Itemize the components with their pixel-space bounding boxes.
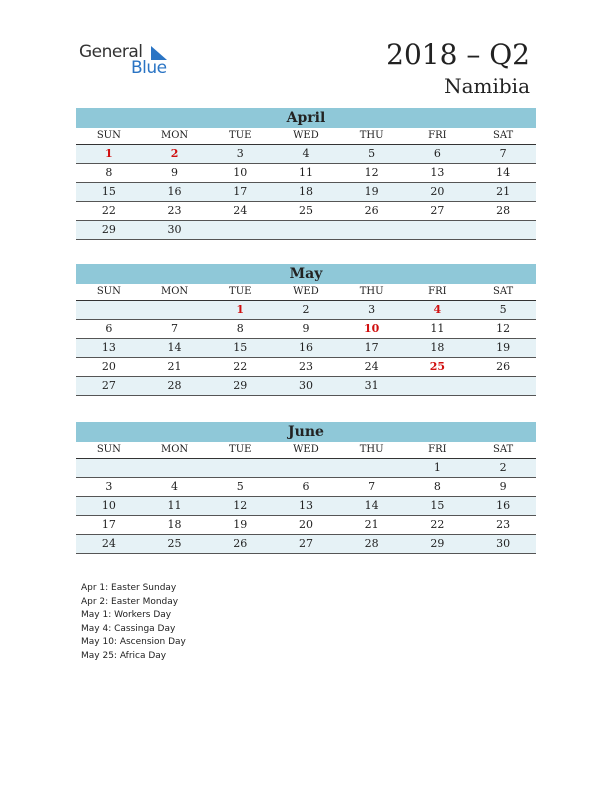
month-header: June (76, 422, 536, 442)
day-cell: 29 (405, 535, 471, 554)
day-cell: 12 (207, 497, 273, 516)
day-cell (76, 459, 142, 478)
week-row (76, 358, 536, 377)
day-cell: 17 (339, 339, 405, 358)
day-cell (207, 221, 273, 240)
day-cell: 5 (207, 478, 273, 497)
day-cell: 5 (339, 145, 405, 164)
day-cell: 2 (273, 301, 339, 320)
day-cell: 9 (470, 478, 536, 497)
month-header: April (76, 108, 536, 128)
holiday-note: May 25: Africa Day (81, 650, 167, 661)
day-cell: 26 (470, 358, 536, 377)
day-cell (405, 221, 471, 240)
day-cell: 4 (142, 478, 208, 497)
week-row (76, 377, 536, 396)
day-cell: 19 (207, 516, 273, 535)
weekday-header: WED (273, 128, 339, 145)
day-cell: 16 (470, 497, 536, 516)
brand-logo (79, 40, 179, 80)
day-cell: 5 (470, 301, 536, 320)
day-cell: 10 (76, 497, 142, 516)
brand-blue: Blue (131, 58, 167, 78)
holiday-note: Apr 1: Easter Sunday (81, 583, 177, 593)
week-row (76, 183, 536, 202)
day-cell: 25 (273, 202, 339, 221)
day-cell (470, 377, 536, 396)
day-cell: 30 (142, 221, 208, 240)
day-cell: 3 (76, 478, 142, 497)
day-cell: 6 (76, 320, 142, 339)
week-row (76, 478, 536, 497)
day-cell: 10 (207, 164, 273, 183)
day-cell: 8 (207, 320, 273, 339)
day-cell: 14 (142, 339, 208, 358)
day-cell: 18 (405, 339, 471, 358)
day-cell: 12 (470, 320, 536, 339)
day-cell (470, 221, 536, 240)
day-cell (405, 377, 471, 396)
weekday-header: MON (142, 442, 208, 459)
day-cell: 15 (405, 497, 471, 516)
day-cell: 23 (142, 202, 208, 221)
weekday-header: SAT (470, 128, 536, 145)
day-cell (142, 301, 208, 320)
day-cell: 7 (470, 145, 536, 164)
weekday-header: FRI (405, 442, 471, 459)
weekday-header: SUN (76, 284, 142, 301)
day-cell: 4 (273, 145, 339, 164)
weekday-header: SAT (470, 442, 536, 459)
weekday-header: SAT (470, 284, 536, 301)
weekday-header: WED (273, 284, 339, 301)
day-cell (339, 459, 405, 478)
day-cell: 20 (273, 516, 339, 535)
day-cell: 27 (76, 377, 142, 396)
weekday-header: THU (339, 442, 405, 459)
day-cell: 4 (405, 301, 471, 320)
day-cell (76, 301, 142, 320)
day-cell (273, 459, 339, 478)
weekday-header: FRI (405, 128, 471, 145)
day-cell: 9 (273, 320, 339, 339)
month-grid (76, 284, 536, 396)
day-cell: 13 (405, 164, 471, 183)
day-cell: 26 (339, 202, 405, 221)
day-cell: 6 (273, 478, 339, 497)
day-cell: 22 (405, 516, 471, 535)
day-cell: 8 (405, 478, 471, 497)
week-row (76, 516, 536, 535)
day-cell: 25 (405, 358, 471, 377)
day-cell: 18 (273, 183, 339, 202)
brand-general: General (79, 42, 143, 62)
weekday-header: TUE (207, 284, 273, 301)
holiday-note: May 1: Workers Day (81, 610, 172, 620)
day-cell: 20 (76, 358, 142, 377)
week-row (76, 339, 536, 358)
weekday-header: FRI (405, 284, 471, 301)
day-cell: 29 (207, 377, 273, 396)
weekday-header: MON (142, 128, 208, 145)
day-cell: 17 (76, 516, 142, 535)
week-row (76, 202, 536, 221)
day-cell: 6 (405, 145, 471, 164)
day-cell: 23 (470, 516, 536, 535)
day-cell: 22 (76, 202, 142, 221)
weekday-header: TUE (207, 128, 273, 145)
day-cell: 20 (405, 183, 471, 202)
holiday-note: May 10: Ascension Day (81, 637, 186, 647)
weekday-header: SUN (76, 128, 142, 145)
month-grid (76, 442, 536, 554)
day-cell: 16 (142, 183, 208, 202)
day-cell: 28 (339, 535, 405, 554)
day-cell: 10 (339, 320, 405, 339)
day-cell: 18 (142, 516, 208, 535)
day-cell: 1 (207, 301, 273, 320)
day-cell: 21 (339, 516, 405, 535)
day-cell: 11 (273, 164, 339, 183)
day-cell: 11 (142, 497, 208, 516)
day-cell: 7 (339, 478, 405, 497)
day-cell: 25 (142, 535, 208, 554)
day-cell (339, 221, 405, 240)
country-name: Namibia (444, 74, 530, 98)
day-cell: 15 (76, 183, 142, 202)
day-cell: 31 (339, 377, 405, 396)
week-row (76, 459, 536, 478)
day-cell: 3 (207, 145, 273, 164)
weekday-header: WED (273, 442, 339, 459)
day-cell: 22 (207, 358, 273, 377)
month-june (76, 422, 536, 554)
week-row (76, 164, 536, 183)
week-row (76, 535, 536, 554)
day-cell: 28 (470, 202, 536, 221)
day-cell: 14 (470, 164, 536, 183)
day-cell: 21 (470, 183, 536, 202)
day-cell: 13 (76, 339, 142, 358)
day-cell: 30 (470, 535, 536, 554)
holiday-note: May 4: Cassinga Day (81, 623, 176, 634)
day-cell: 7 (142, 320, 208, 339)
day-cell: 16 (273, 339, 339, 358)
day-cell: 1 (405, 459, 471, 478)
day-cell: 13 (273, 497, 339, 516)
month-may (76, 264, 536, 396)
day-cell: 14 (339, 497, 405, 516)
day-cell: 15 (207, 339, 273, 358)
day-cell: 19 (339, 183, 405, 202)
day-cell: 28 (142, 377, 208, 396)
day-cell (273, 221, 339, 240)
page-title: 2018 – Q2 (386, 38, 530, 71)
weekday-header: TUE (207, 442, 273, 459)
day-cell: 23 (273, 358, 339, 377)
month-grid (76, 128, 536, 240)
day-cell: 2 (470, 459, 536, 478)
day-cell: 24 (339, 358, 405, 377)
day-cell: 2 (142, 145, 208, 164)
holiday-note: Apr 2: Easter Monday (81, 596, 179, 607)
day-cell: 3 (339, 301, 405, 320)
day-cell: 27 (405, 202, 471, 221)
day-cell: 24 (76, 535, 142, 554)
day-cell: 27 (273, 535, 339, 554)
week-row (76, 320, 536, 339)
week-row (76, 497, 536, 516)
weekday-header: THU (339, 128, 405, 145)
month-header: May (76, 264, 536, 284)
holiday-list (81, 582, 186, 663)
day-cell: 17 (207, 183, 273, 202)
day-cell (142, 459, 208, 478)
day-cell: 30 (273, 377, 339, 396)
month-april (76, 108, 536, 240)
day-cell: 19 (470, 339, 536, 358)
day-cell: 11 (405, 320, 471, 339)
week-row (76, 145, 536, 164)
day-cell: 8 (76, 164, 142, 183)
day-cell: 21 (142, 358, 208, 377)
weekday-header: THU (339, 284, 405, 301)
day-cell: 26 (207, 535, 273, 554)
week-row (76, 301, 536, 320)
day-cell: 9 (142, 164, 208, 183)
day-cell: 1 (76, 145, 142, 164)
day-cell: 12 (339, 164, 405, 183)
day-cell: 29 (76, 221, 142, 240)
weekday-header: SUN (76, 442, 142, 459)
weekday-header: MON (142, 284, 208, 301)
day-cell (207, 459, 273, 478)
day-cell: 24 (207, 202, 273, 221)
week-row (76, 221, 536, 240)
